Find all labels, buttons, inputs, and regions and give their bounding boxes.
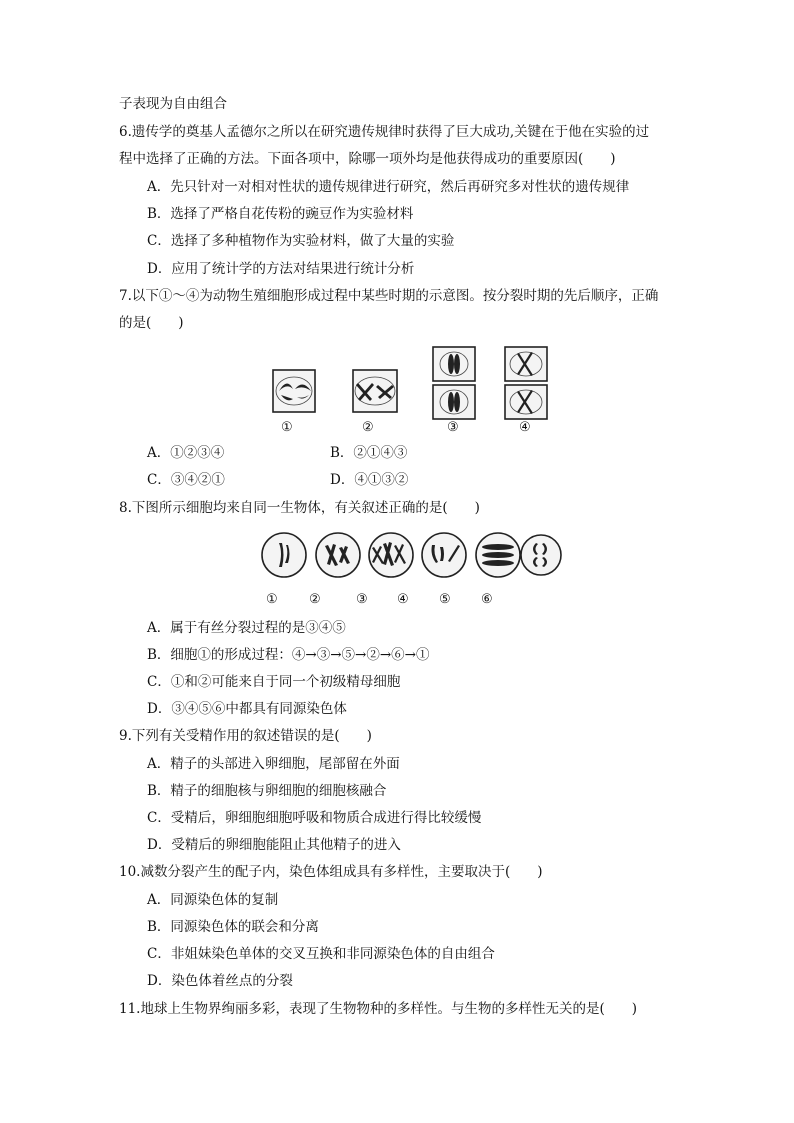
figure-7-label-3: ③ — [447, 420, 459, 435]
question-10-stem: 10.减数分裂产生的配子内，染色体组成具有多样性，主要取决于( ) — [119, 864, 543, 880]
figure-8-label-3: ③ — [356, 592, 368, 607]
figure-7-label-4: ④ — [519, 420, 531, 435]
question-8-option-b: B．细胞①的形成过程：④→③→⑤→②→⑥→① — [147, 647, 430, 663]
question-7-option-c: C．③④②① — [147, 472, 225, 488]
question-9-option-a: A．精子的头部进入卵细胞，尾部留在外面 — [147, 756, 400, 772]
question-7-stem-cont: 的是( ) — [119, 315, 184, 331]
question-9-option-c: C．受精后，卵细胞细胞呼吸和物质合成进行得比较缓慢 — [147, 810, 482, 826]
question-7-option-b: B．②①④③ — [330, 445, 408, 461]
question-7-option-d: D．④①③② — [330, 472, 409, 488]
figure-7-cell-1 — [273, 370, 315, 412]
question-10-option-d: D．染色体着丝点的分裂 — [147, 973, 293, 989]
question-6-stem: 6.遗传学的奠基人孟德尔之所以在研究遗传规律时获得了巨大成功,关键在于他在实验的过 — [119, 124, 650, 140]
question-6-option-a: A．先只针对一对相对性状的遗传规律进行研究，然后再研究多对性状的遗传规律 — [147, 179, 630, 195]
figure-8-cell-2 — [316, 533, 360, 577]
figure-8-label-5: ⑤ — [439, 592, 451, 607]
question-8-option-c: C．①和②可能来自于同一个初级精母细胞 — [147, 674, 401, 690]
question-7-option-a: A．①②③④ — [147, 445, 225, 461]
figure-8-label-6: ⑥ — [481, 592, 493, 607]
question-11-stem: 11.地球上生物界绚丽多彩，表现了生物物种的多样性。与生物的多样性无关的是( ) — [119, 1001, 638, 1017]
question-8-stem: 8.下图所示细胞均来自同一生物体，有关叙述正确的是( ) — [119, 500, 480, 516]
question-6-option-b: B．选择了严格自花传粉的豌豆作为实验材料 — [147, 206, 414, 222]
figure-8-cell-1 — [262, 533, 306, 577]
figure-8-cell-4 — [422, 533, 466, 577]
figure-7-cells — [265, 343, 555, 443]
figure-7-cell-2 — [353, 370, 397, 412]
question-7-stem: 7.以下①～④为动物生殖细胞形成过程中某些时期的示意图。按分裂时期的先后顺序，正确 — [119, 288, 659, 304]
question-9-stem: 9.下列有关受精作用的叙述错误的是( ) — [119, 728, 372, 744]
question-8-option-a: A．属于有丝分裂过程的是③④⑤ — [147, 620, 346, 636]
question-6-stem-cont: 程中选择了正确的方法。下面各项中，除哪一项外均是他获得成功的重要原因( ) — [119, 151, 616, 167]
figure-7-label-2: ② — [362, 420, 374, 435]
question-10-option-a: A．同源染色体的复制 — [147, 892, 279, 908]
figure-8-cell-6 — [521, 535, 561, 575]
figure-7-label-1: ① — [281, 420, 293, 435]
question-8-option-d: D．③④⑤⑥中都具有同源染色体 — [147, 701, 347, 717]
question-9-option-d: D．受精后的卵细胞能阻止其他精子的进入 — [147, 837, 401, 853]
figure-8-label-2: ② — [309, 592, 321, 607]
question-10-option-b: B．同源染色体的联会和分离 — [147, 919, 319, 935]
text-line: 子表现为自由组合 — [119, 96, 227, 112]
figure-8-label-1: ① — [266, 592, 278, 607]
question-10-option-c: C．非姐妹染色单体的交叉互换和非同源染色体的自由组合 — [147, 946, 495, 962]
question-6-option-d: D．应用了统计学的方法对结果进行统计分析 — [147, 261, 415, 277]
question-9-option-b: B．精子的细胞核与卵细胞的细胞核融合 — [147, 783, 387, 799]
figure-8-label-4: ④ — [397, 592, 409, 607]
figure-8-cells — [258, 525, 563, 585]
question-6-option-c: C．选择了多种植物作为实验材料，做了大量的实验 — [147, 233, 455, 249]
